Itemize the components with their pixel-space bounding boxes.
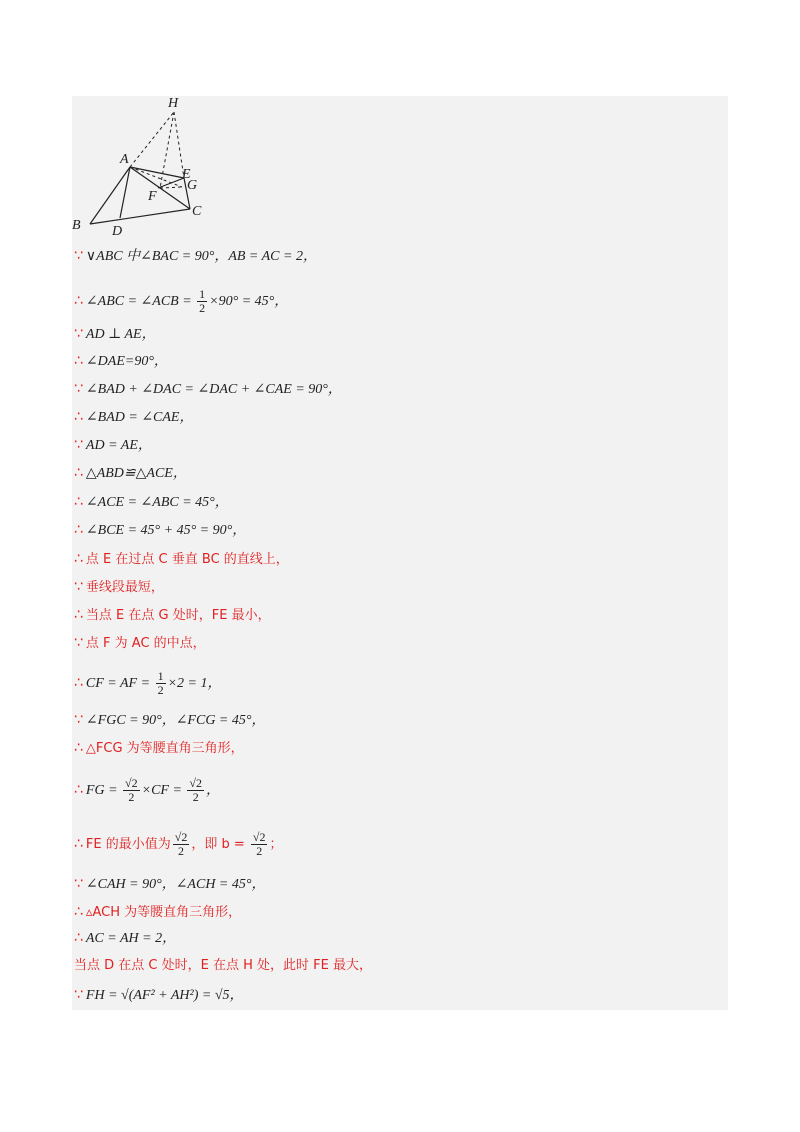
fraction-numerator: √2 (125, 776, 138, 790)
solution-line (74, 433, 152, 457)
fraction-numerator: 1 (157, 669, 164, 683)
fraction-denominator: 2 (178, 844, 185, 858)
fraction-numerator: √2 (189, 776, 203, 790)
fraction-denominator: 2 (256, 844, 263, 858)
math-expression: ∠DAE=90°， (85, 354, 168, 369)
math-expression: ∠CAH = 90°，∠ACH = 45°， (85, 877, 266, 892)
therefore-symbol: ∴ (74, 293, 83, 309)
label-F: F (148, 189, 157, 204)
solution-line (74, 736, 244, 760)
math-expression: ∠BAD = ∠CAE， (85, 410, 194, 425)
explanation-text: 当点 E 在点 G 处时，FE 最小， (85, 608, 271, 623)
fraction-numerator: √2 (252, 830, 266, 844)
fraction (123, 777, 140, 804)
math-expression: AD ⊥ AE， (85, 327, 156, 342)
math-expression: ×2 = 1， (167, 676, 222, 691)
math-expression: AC = AH = 2， (85, 931, 177, 946)
therefore-symbol: ∴ (74, 675, 83, 691)
explanation-text: ，即 b = (191, 837, 249, 852)
therefore-symbol: ∴ (74, 522, 83, 538)
label-B: B (72, 218, 81, 233)
label-D: D (112, 224, 123, 239)
because-symbol: ∵ (74, 987, 83, 1003)
explanation-text: 当点 D 在点 C 处时，E 在点 H 处，此时 FE 最大， (74, 958, 372, 973)
explanation-text: 点 F 为 AC 的中点， (85, 636, 206, 651)
math-expression: ∠BAD + ∠DAC = ∠DAC + ∠CAE = 90°， (85, 382, 342, 397)
explanation-text: △FCG 为等腰直角三角形， (85, 741, 244, 756)
solution-line (74, 773, 220, 807)
solution-line (74, 547, 289, 571)
math-expression: ×90° = 45°， (209, 294, 289, 309)
label-A: A (120, 152, 129, 167)
math-expression: ∠ACE = ∠ABC = 45°， (85, 495, 229, 510)
math-expression: ∨ABC 中∠BAC = 90°，AB = AC = 2， (85, 249, 317, 264)
therefore-symbol: ∴ (74, 465, 83, 481)
therefore-symbol: ∴ (74, 409, 83, 425)
explanation-text: FE 的最小值为 (85, 837, 171, 852)
because-symbol: ∵ (74, 579, 83, 595)
fraction-numerator: √2 (174, 830, 188, 844)
because-symbol: ∵ (74, 876, 83, 892)
solution-line (74, 827, 283, 861)
math-expression: △ABD≌△ACE， (85, 466, 187, 481)
solution-line (74, 983, 244, 1007)
solution-line (74, 405, 194, 429)
solution-line (74, 631, 206, 655)
therefore-symbol: ∴ (74, 740, 83, 756)
solution-line (74, 284, 288, 318)
math-expression: FH = √(AF² + AH²) = √5， (85, 988, 244, 1003)
fraction-denominator: 2 (128, 790, 135, 804)
solution-line (74, 926, 176, 950)
solution-line (74, 954, 372, 978)
label-E: E (182, 167, 191, 182)
solution-line (74, 666, 221, 700)
therefore-symbol: ∴ (74, 494, 83, 510)
therefore-symbol: ∴ (74, 551, 83, 567)
math-expression: ∠FGC = 90°，∠FCG = 45°， (85, 713, 266, 728)
fraction (173, 831, 190, 858)
solution-line (74, 377, 342, 401)
explanation-text: 垂线段最短， (85, 580, 164, 595)
fraction (251, 831, 268, 858)
math-expression: CF = AF = (85, 676, 154, 691)
fraction-denominator: 2 (199, 301, 206, 315)
solution-line (74, 603, 271, 627)
explanation-text: ▵ACH 为等腰直角三角形， (85, 905, 242, 920)
solution-line (74, 322, 156, 346)
fraction-denominator: 2 (192, 790, 199, 804)
fraction-denominator: 2 (157, 683, 164, 697)
because-symbol: ∵ (74, 712, 83, 728)
solution-line (74, 244, 317, 268)
math-expression: ∠ABC = ∠ACB = (85, 294, 196, 309)
math-expression: ∠BCE = 45° + 45° = 90°， (85, 523, 247, 538)
therefore-symbol: ∴ (74, 836, 83, 852)
because-symbol: ∵ (74, 381, 83, 397)
solution-line (74, 518, 246, 542)
math-expression: AD = AE， (85, 438, 152, 453)
explanation-text: 点 E 在过点 C 垂直 BC 的直线上， (85, 552, 289, 567)
math-expression: ×CF = (141, 783, 186, 798)
label-G: G (187, 178, 198, 193)
explanation-text: ； (269, 837, 283, 852)
solution-line (74, 575, 164, 599)
because-symbol: ∵ (74, 437, 83, 453)
fraction-numerator: 1 (199, 287, 206, 301)
label-C: C (192, 204, 202, 219)
therefore-symbol: ∴ (74, 930, 83, 946)
because-symbol: ∵ (74, 248, 83, 264)
solution-line (74, 461, 187, 485)
solution-line (74, 872, 265, 896)
math-expression: ， (206, 783, 221, 798)
solution-line (74, 490, 229, 514)
label-H: H (168, 96, 179, 111)
therefore-symbol: ∴ (74, 353, 83, 369)
therefore-symbol: ∴ (74, 782, 83, 798)
solution-line (74, 708, 265, 732)
solution-line (74, 900, 241, 924)
geometry-figure (68, 92, 218, 242)
because-symbol: ∵ (74, 635, 83, 651)
therefore-symbol: ∴ (74, 607, 83, 623)
fraction (197, 288, 207, 315)
fraction (187, 777, 204, 804)
math-expression: FG = (85, 783, 122, 798)
because-symbol: ∵ (74, 326, 83, 342)
fraction (156, 670, 166, 697)
therefore-symbol: ∴ (74, 904, 83, 920)
solution-line (74, 349, 168, 373)
